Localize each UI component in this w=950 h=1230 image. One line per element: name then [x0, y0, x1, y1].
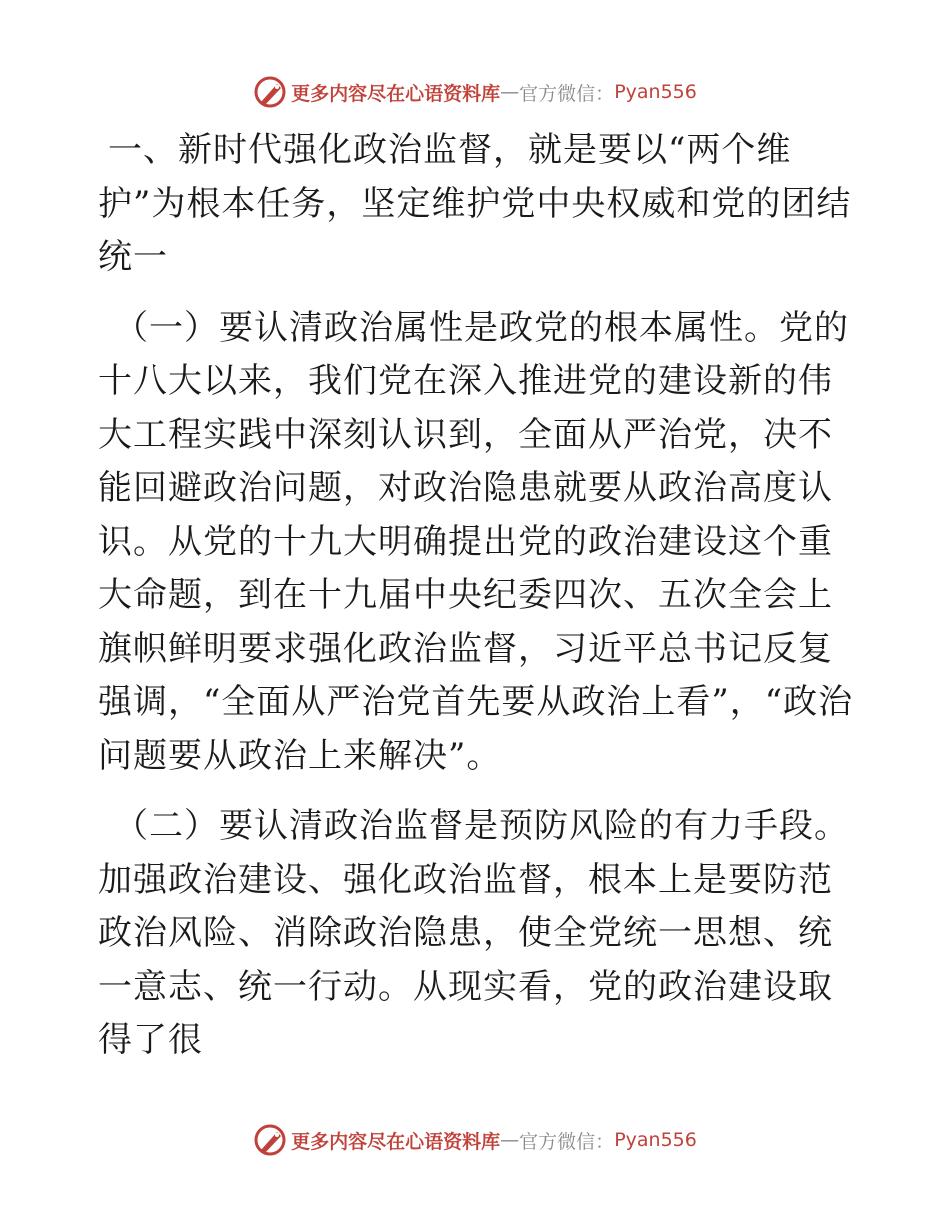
watermark-dash: — [500, 81, 520, 103]
paragraph-1: （一）要认清政治属性是政党的根本属性。党的十八大以来，我们党在深入推进党的建设新的伟大工程实践中深刻认识到，全面从严治党，决不能回避政治问题，对政治隐患就要从政治高度认识。从党的十九大明确提出党的政治建设这个重大命题，到在十九届中央纪委四次、五次全会上旗帜鲜明要求强化政治监督，习近平总书记反复强调，“全面从严治党首先要从政治上看”，“政治问题要从政治上来解决”。 [98, 307, 854, 776]
watermark-wechat-id: Pyan556 [614, 81, 697, 103]
watermark-main-text: 更多内容尽在心语资料库 [291, 1130, 501, 1153]
watermark-wechat-id: Pyan556 [614, 1129, 697, 1151]
watermark-main-text: 更多内容尽在心语资料库 [291, 82, 501, 105]
pen-logo-icon [253, 1123, 287, 1157]
pen-logo-icon [253, 75, 287, 109]
paragraph-2: （二）要认清政治监督是预防风险的有力手段。加强政治建设、强化政治监督，根本上是要防范政治风险、消除政治隐患，使全党统一思想、统一意志、统一行动。从现实看，党的政治建设取得了很 [98, 806, 849, 1060]
watermark-header [0, 70, 950, 114]
watermark-official-label: 官方微信： [519, 82, 615, 105]
watermark-official-label: 官方微信： [519, 1130, 615, 1153]
watermark-dash: — [500, 1129, 520, 1151]
section-heading: 一、新时代强化政治监督，就是要以“两个维护”为根本任务，坚定维护党中央权威和党的团结统一 [98, 130, 852, 277]
document-body [98, 124, 858, 1068]
watermark-footer [0, 1118, 950, 1162]
